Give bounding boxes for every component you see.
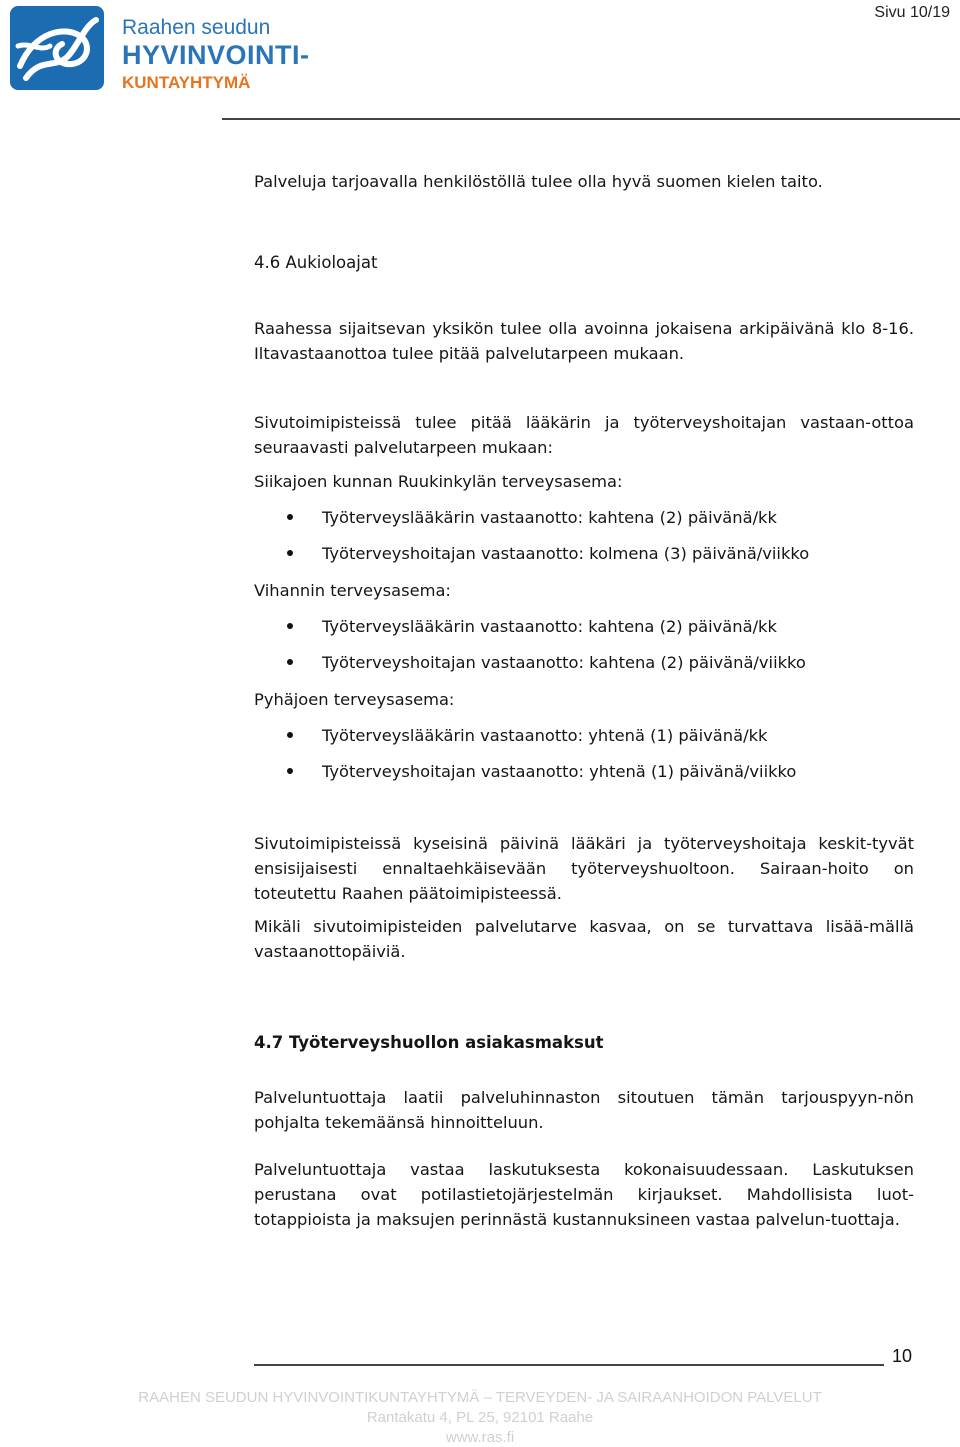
bullet-icon — [287, 623, 293, 629]
list-item-text: Työterveyslääkärin vastaanotto: kahtena (2) päivänä/kk — [322, 617, 777, 636]
paragraph-branch-offices: Sivutoimipisteissä tulee pitää lääkärin ja työterveyshoitajan vastaan-ottoa seuraavasti palvelutarpeen mukaan: — [254, 413, 914, 457]
bullet-icon — [287, 514, 293, 520]
station-name-vihanti: Vihannin terveysasema: — [254, 581, 451, 600]
bullet-icon — [287, 768, 293, 774]
station-name-pyhajoki: Pyhäjoen terveysasema: — [254, 690, 455, 709]
knot-emblem-icon — [10, 6, 104, 90]
logo-line-1: Raahen seudun — [122, 16, 271, 39]
paragraph-capacity-growth: Mikäli sivutoimipisteiden palvelutarve kasvaa, on se turvattava lisää-mällä vastaanottopäiviä. — [254, 917, 914, 961]
list-item-text: Työterveyshoitajan vastaanotto: kahtena (2) päivänä/viikko — [322, 653, 806, 672]
bullet-icon — [287, 732, 293, 738]
list-item — [254, 614, 914, 650]
list-item-text: Työterveyslääkärin vastaanotto: kahtena (2) päivänä/kk — [322, 508, 777, 527]
list-item — [254, 650, 914, 686]
station-vihanti-list — [254, 614, 914, 686]
station-name-siikajoki: Siikajoen kunnan Ruukinkylän terveysasema: — [254, 472, 623, 491]
paragraph-billing: Palveluntuottaja vastaa laskutuksesta kokonaisuudessaan. Laskutuksen perustana ovat potilastietojärjestelmän kirjaukset. Mahdollisista luot-totappioista ja maksujen perinnästä kustannuksineen vastaa palvelun-tuottaja. — [254, 1160, 914, 1229]
organization-logo — [10, 6, 340, 90]
logo-line-2: HYVINVOINTI- — [122, 40, 310, 70]
footer-page-number: 10 — [892, 1346, 913, 1366]
list-item — [254, 541, 914, 577]
section-heading-4-6: 4.6 Aukioloajat — [254, 253, 378, 272]
bullet-icon — [287, 659, 293, 665]
list-item — [254, 505, 914, 541]
list-item-text: Työterveyshoitajan vastaanotto: yhtenä (1) päivänä/viikko — [322, 762, 797, 781]
footer-website: www.ras.fi — [445, 1429, 515, 1446]
logo-line-3: KUNTAYHTYMÄ — [122, 73, 251, 92]
footer-divider — [254, 1364, 884, 1366]
list-item — [254, 723, 914, 759]
paragraph-raahe-opening-hours: Raahessa sijaitsevan yksikön tulee olla avoinna jokaisena arkipäivänä klo 8-16. Iltavastaanottoa tulee pitää palvelutarpeen mukaan. — [254, 319, 914, 363]
list-item-text: Työterveyslääkärin vastaanotto: yhtenä (1) päivänä/kk — [322, 726, 768, 745]
list-item — [254, 759, 914, 795]
section-heading-4-7: 4.7 Työterveyshuollon asiakasmaksut — [254, 1033, 604, 1052]
paragraph-language-requirement: Palveluja tarjoavalla henkilöstöllä tulee olla hyvä suomen kielen taito. — [254, 172, 823, 191]
paragraph-preventive-focus: Sivutoimipisteissä kyseisinä päivinä lääkäri ja työterveyshoitaja keskit-tyvät ensisijaisesti ennaltaehkäisevään työterveyshuoltoon. Sairaan-hoito on toteutettu Raahen päätoimipisteessä. — [254, 834, 914, 903]
footer-organization: RAAHEN SEUDUN HYVINVOINTIKUNTAYHTYMÄ – TERVEYDEN- JA SAIRAANHOIDON PALVELUT — [138, 1389, 822, 1406]
paragraph-pricing: Palveluntuottaja laatii palveluhinnaston sitoutuen tämän tarjouspyyn-nön pohjalta tekemäänsä hinnoitteluun. — [254, 1088, 914, 1132]
bullet-icon — [287, 550, 293, 556]
list-item-text: Työterveyshoitajan vastaanotto: kolmena (3) päivänä/viikko — [322, 544, 810, 563]
page-counter: Sivu 10/19 — [874, 4, 950, 21]
station-pyhajoki-list — [254, 723, 914, 795]
footer-address: Rantakatu 4, PL 25, 92101 Raahe — [366, 1409, 594, 1426]
station-siikajoki-list — [254, 505, 914, 577]
header-divider — [222, 118, 960, 120]
